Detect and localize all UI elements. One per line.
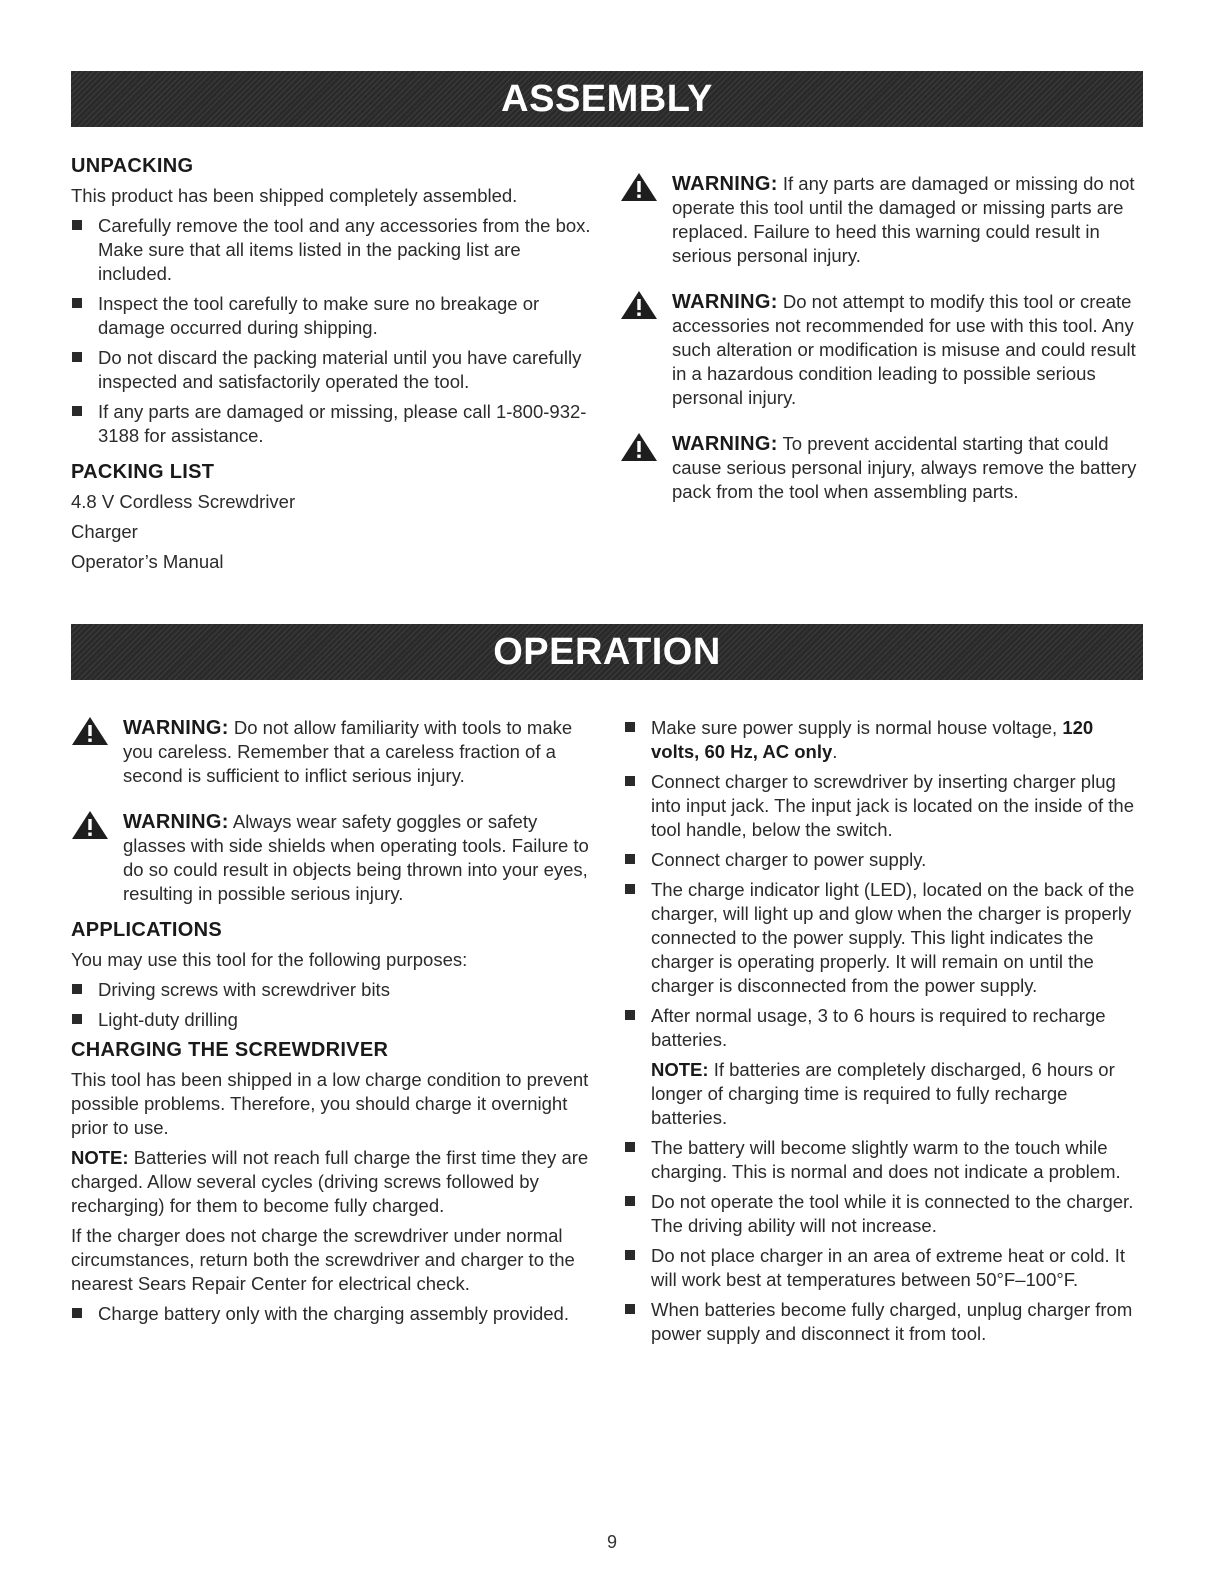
charging-paragraph: This tool has been shipped in a low charge condition to prevent possible problems. Therefore, you should charge it overnight prior to use. bbox=[71, 1069, 589, 1138]
warning-triangle-icon bbox=[620, 432, 658, 462]
operation-left-column bbox=[71, 716, 591, 1332]
warning-text: To prevent accidental starting that could cause serious personal injury, always remove the battery pack from the tool when assembling parts. bbox=[672, 433, 1137, 502]
charging-list bbox=[71, 1302, 591, 1326]
list-item: Carefully remove the tool and any accessories from the box. Make sure that all items listed in the packing list are included. bbox=[71, 214, 591, 286]
list-item: Do not discard the packing material until you have carefully inspected and satisfactorily operated the tool. bbox=[71, 346, 591, 394]
charging-paragraph: If the charger does not charge the screwdriver under normal circumstances, return both the screwdriver and charger to the nearest Sears Repair Center for electrical check. bbox=[71, 1225, 575, 1294]
note-label: NOTE: bbox=[71, 1147, 129, 1168]
list-item bbox=[624, 716, 1146, 764]
warning-triangle-icon bbox=[620, 290, 658, 320]
list-item: Connect charger to screwdriver by inserting charger plug into input jack. The input jack is located on the inside of the tool handle, below the switch. bbox=[624, 770, 1146, 842]
warning-label: WARNING: bbox=[123, 717, 229, 739]
operation-right-column bbox=[624, 716, 1146, 1352]
unpacking-intro: This product has been shipped completely assembled. bbox=[71, 185, 518, 206]
operation-title: OPERATION bbox=[493, 630, 721, 673]
charging-note bbox=[624, 1058, 1146, 1130]
unpacking-heading: UNPACKING bbox=[71, 155, 194, 177]
warning-block bbox=[620, 172, 1145, 268]
list-item: Driving screws with screwdriver bits bbox=[71, 978, 591, 1002]
warning-text: If any parts are damaged or missing do not operate this tool until the damaged or missing parts are replaced. Failure to heed this warning could result in serious personal injury. bbox=[672, 173, 1135, 266]
list-item: After normal usage, 3 to 6 hours is required to recharge batteries. bbox=[624, 1004, 1146, 1052]
warning-text: Do not attempt to modify this tool or create accessories not recommended for use with this tool. Any such alteration or modification is misuse and could result in a hazardous condition leading to possible serious personal injury. bbox=[672, 291, 1136, 408]
warning-text: Do not allow familiarity with tools to make you careless. Remember that a careless fraction of a second is sufficient to inflict serious injury. bbox=[123, 717, 573, 786]
assembly-warnings-column bbox=[620, 172, 1145, 526]
warning-block bbox=[620, 290, 1145, 410]
packing-list-heading: PACKING LIST bbox=[71, 461, 215, 483]
warning-block bbox=[71, 810, 591, 906]
charging-note bbox=[71, 1146, 591, 1218]
assembly-title: ASSEMBLY bbox=[501, 77, 713, 120]
warning-label: WARNING: bbox=[672, 173, 778, 195]
operation-banner bbox=[71, 624, 1143, 680]
warning-triangle-icon bbox=[620, 172, 658, 202]
list-item-text: Make sure power supply is normal house voltage, bbox=[651, 717, 1058, 738]
list-item: When batteries become fully charged, unplug charger from power supply and disconnect it from tool. bbox=[624, 1298, 1146, 1346]
warning-label: WARNING: bbox=[123, 811, 229, 833]
warning-triangle-icon bbox=[71, 810, 109, 840]
list-item: Light-duty drilling bbox=[71, 1008, 591, 1032]
assembly-banner bbox=[71, 71, 1143, 127]
list-item: Do not place charger in an area of extreme heat or cold. It will work best at temperatures between 50°F–100°F. bbox=[624, 1244, 1146, 1292]
list-item: Do not operate the tool while it is connected to the charger. The driving ability will not increase. bbox=[624, 1190, 1146, 1238]
list-item: Inspect the tool carefully to make sure no breakage or damage occurred during shipping. bbox=[71, 292, 591, 340]
unpacking-list bbox=[71, 214, 591, 448]
note-text: Batteries will not reach full charge the first time they are charged. Allow several cycles (driving screws followed by recharging) for them to become fully charged. bbox=[71, 1147, 589, 1216]
list-item: The battery will become slightly warm to the touch while charging. This is normal and does not indicate a problem. bbox=[624, 1136, 1146, 1184]
page-number: 9 bbox=[606, 1532, 617, 1552]
warning-label: WARNING: bbox=[672, 291, 778, 313]
unpacking-column bbox=[71, 154, 591, 580]
list-item: If any parts are damaged or missing, please call 1-800-932-3188 for assistance. bbox=[71, 400, 591, 448]
warning-block bbox=[620, 432, 1145, 504]
list-item: The charge indicator light (LED), located on the back of the charger, will light up and glow when the charger is properly connected to the power supply. This light indicates the charger is operating properly. It will remain on until the charger is disconnected from the power supply. bbox=[624, 878, 1146, 998]
applications-list bbox=[71, 978, 591, 1032]
charging-steps-list-2 bbox=[624, 1136, 1146, 1346]
warning-label: WARNING: bbox=[672, 433, 778, 455]
applications-intro: You may use this tool for the following purposes: bbox=[71, 949, 468, 970]
list-item-end: . bbox=[832, 741, 838, 762]
list-item: Connect charger to power supply. bbox=[624, 848, 1146, 872]
list-item: Charge battery only with the charging assembly provided. bbox=[71, 1302, 591, 1326]
note-label: NOTE: bbox=[651, 1059, 709, 1080]
applications-heading: APPLICATIONS bbox=[71, 919, 223, 941]
charging-heading: CHARGING THE SCREWDRIVER bbox=[71, 1039, 389, 1061]
warning-text: Always wear safety goggles or safety glasses with side shields when operating tools. Failure to do so could result in objects being thrown into your eyes, resulting in possible serious injury. bbox=[123, 811, 589, 904]
warning-block bbox=[71, 716, 591, 788]
note-text: If batteries are completely discharged, 6 hours or longer of charging time is required to fully recharge batteries. bbox=[651, 1059, 1115, 1128]
packing-list-item: Charger bbox=[71, 521, 138, 542]
packing-list-item: 4.8 V Cordless Screwdriver bbox=[71, 491, 296, 512]
voltage-spec: 120 volts, 60 Hz, AC only bbox=[651, 717, 1094, 762]
packing-list-item: Operator’s Manual bbox=[71, 551, 224, 572]
charging-steps-list bbox=[624, 716, 1146, 1052]
warning-triangle-icon bbox=[71, 716, 109, 746]
